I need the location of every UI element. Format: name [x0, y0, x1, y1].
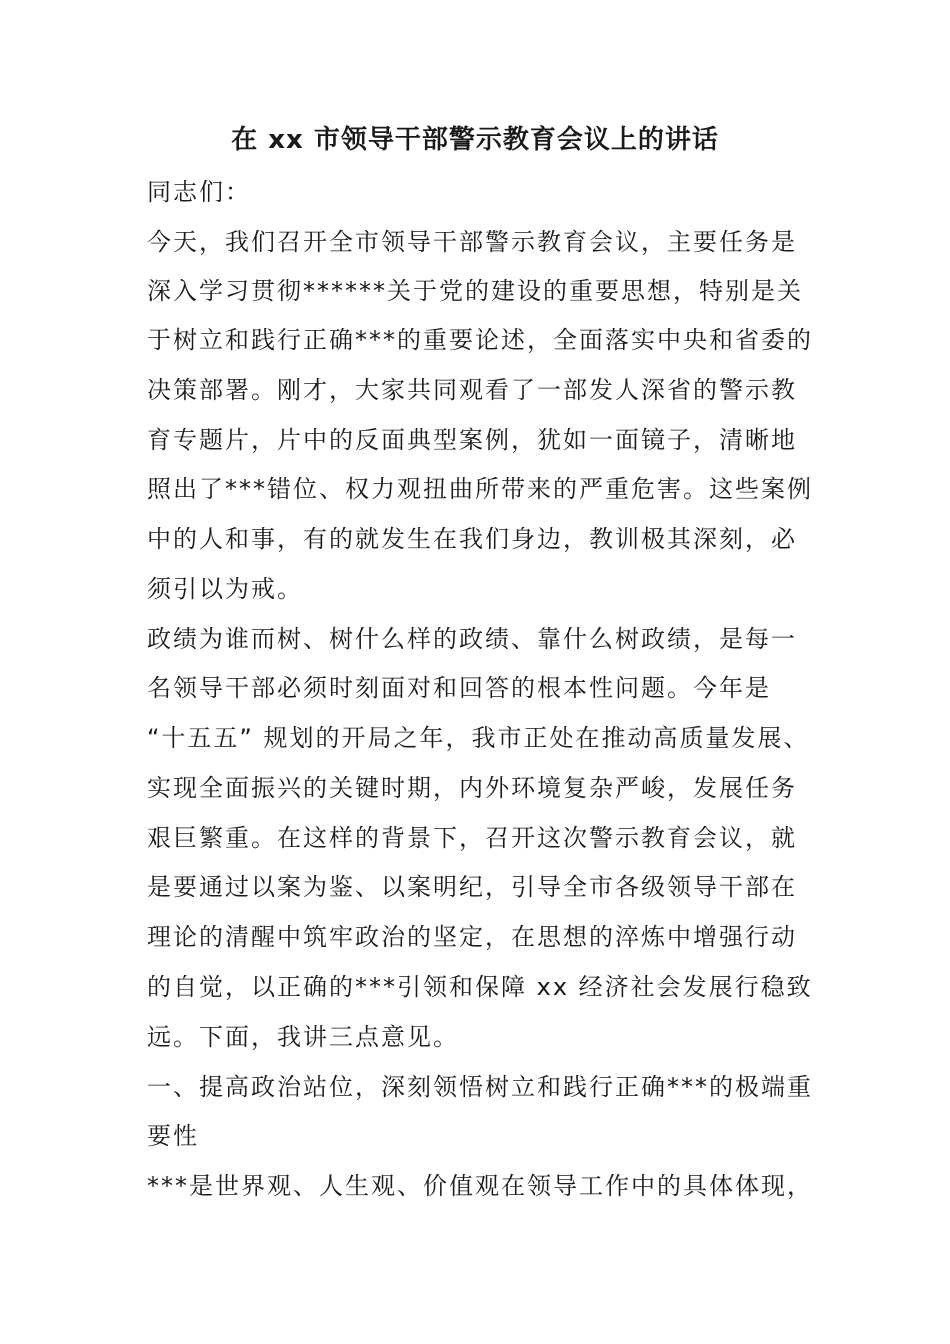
- text-line: 决策部署。刚才，大家共同观看了一部发人深省的警示教: [147, 376, 797, 404]
- text-line: 须引以为戒。: [147, 575, 303, 603]
- text-line: 实现全面振兴的关键时期，内外环境复杂严峻，发展任务: [147, 774, 797, 802]
- text-line: 深入学习贯彻******关于党的建设的重要思想，特别是关: [147, 277, 803, 305]
- text-line: 照出了***错位、权力观扭曲所带来的严重危害。这些案例: [147, 475, 813, 503]
- text-line: 是要通过以案为鉴、以案明纪，引导全市各级领导干部在: [147, 873, 797, 901]
- text-line: 今天，我们召开全市领导干部警示教育会议，主要任务是: [147, 228, 797, 256]
- section-heading-line: 一、提高政治站位，深刻领悟树立和践行正确***的极端重: [147, 1073, 813, 1101]
- document-title: 在 xx 市领导干部警示教育会议上的讲话: [231, 125, 719, 155]
- text-line: 育专题片，片中的反面典型案例，犹如一面镜子，清晰地: [147, 426, 797, 454]
- text-line: “十五五” 规划的开局之年，我市正处在推动高质量发展、: [147, 724, 810, 752]
- text-line: 同志们：: [147, 178, 251, 206]
- text-line: 于树立和践行正确***的重要论述，全面落实中央和省委的: [147, 326, 813, 354]
- section-heading-line: 要性: [147, 1122, 199, 1150]
- text-line: 政绩为谁而树、树什么样的政绩、靠什么树政绩，是每一: [147, 625, 797, 653]
- text-line: 名领导干部必须时刻面对和回答的根本性问题。今年是: [147, 674, 771, 702]
- text-line: 理论的清醒中筑牢政治的坚定，在思想的淬炼中增强行动: [147, 923, 797, 951]
- text-line: ***是世界观、人生观、价值观在领导工作中的具体体现，: [147, 1172, 813, 1200]
- text-line: 的自觉，以正确的***引领和保障 xx 经济社会发展行稳致: [147, 973, 813, 1001]
- text-line: 中的人和事，有的就发生在我们身边，教训极其深刻，必: [147, 525, 797, 553]
- text-line: 远。下面，我讲三点意见。: [147, 1023, 459, 1051]
- text-line: 艰巨繁重。在这样的背景下，召开这次警示教育会议，就: [147, 824, 797, 852]
